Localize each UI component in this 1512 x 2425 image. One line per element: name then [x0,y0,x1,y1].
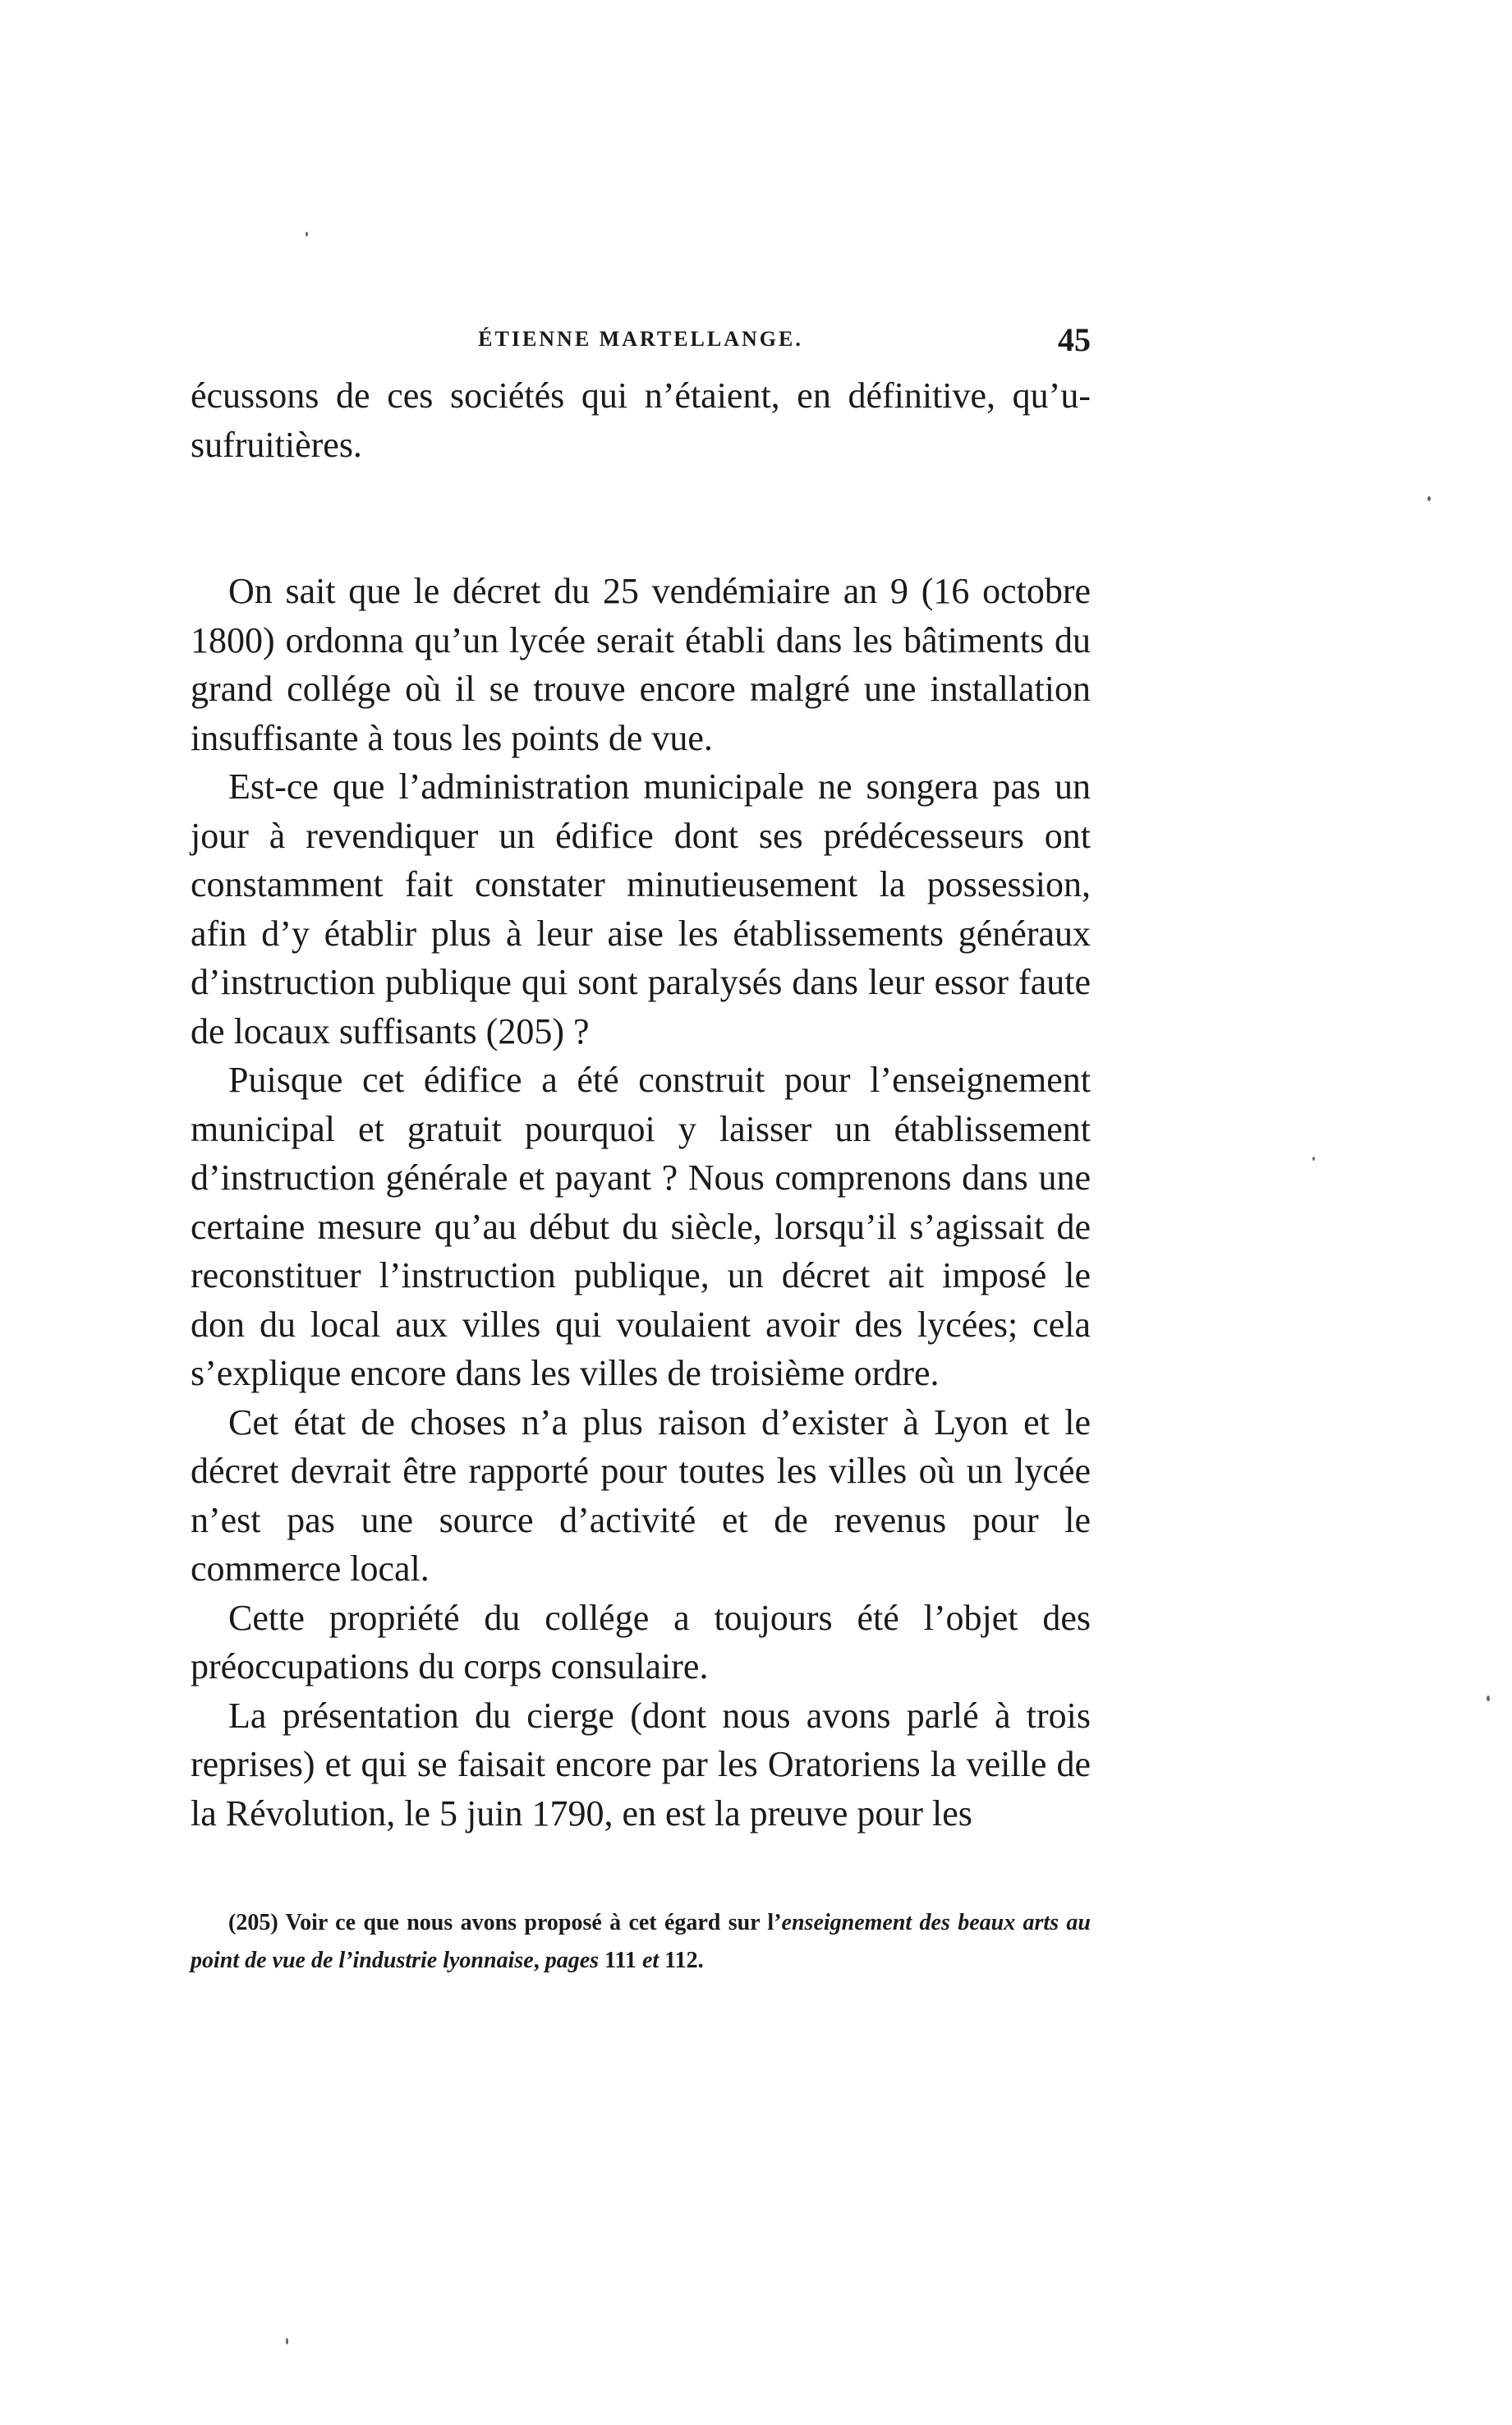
footnote-205 [191,1904,1091,1980]
footnote-end: . [697,1948,704,1973]
page-number: 45 [1058,321,1091,358]
paragraph-2: On sait que le décret du 25 vendémiaire an 9 (16 octobre 1800) ordonna qu’un lycée serait établi dans les bâtiments du grand collége où il se trouve encore malgré une installation insuffisante à tous les points de vue. [191,571,1091,758]
footnote-pages-label: pages [545,1948,600,1973]
footnote-title: enseignement des beaux arts au point de vue de l’industrie lyonnaise [191,1910,1091,1973]
paper-speck [1427,496,1431,501]
running-title: ÉTIENNE MARTELLANGE. [478,327,803,351]
paper-speck [1487,1696,1490,1701]
footnote-lead: (205) Voir ce que nous avons proposé à cet égard sur l’ [228,1910,782,1935]
paragraph-3: Est-ce que l’administration municipale ne songera pas un jour à revendiquer un édifice dont ses prédécesseurs ont constamment fait constater minutieusement la possession, afin d’y établir plus à leur aise les établissements généraux d’instruction publique qui sont paralysés dans leur essor faute de locaux suffisants (205) ? [191,766,1091,1051]
footnote [191,1904,1091,1980]
footnote-page-a: 111 [604,1948,637,1973]
running-header [191,321,1091,368]
paragraph-6: Cette propriété du collége a toujours été l’objet des préoccupations du corps consulaire. [191,1597,1091,1686]
paragraph-5: Cet état de choses n’a plus raison d’exister à Lyon et le décret devrait être rapporté pour toutes les villes où un lycée n’est pas une source d’activité et de revenus pour le commerce local. [191,1401,1091,1589]
paper-speck [1312,1157,1315,1161]
footnote-page-b: 112 [664,1948,698,1973]
footnote-sep: , [533,1948,545,1973]
paper-speck [306,232,308,237]
paragraph-7: La présentation du cierge (dont nous avons parlé à trois reprises) et qui se faisait encore par les Oratoriens la veille de la Révolution, le 5 juin 1790, en est la preuve pour les [191,1695,1091,1834]
paragraph-4: Puisque cet édifice a été construit pour l’enseignement municipal et gratuit pourquoi y laisser un établissement d’instruction générale et payant ? Nous comprenons dans une certaine mesure qu’au début du siècle, lorsqu’il s’agissait de reconstituer l’instruction publique, un décret ait imposé le don du local aux villes qui voulaient avoir des lycées; cela s’explique encore dans les villes de troisième ordre. [191,1060,1091,1393]
paragraph-1: écussons de ces sociétés qui n’étaient, en définitive, qu’u-sufruitières. [191,375,1091,465]
footnote-conj: et [641,1948,659,1973]
paper-speck [286,2338,288,2344]
main-text [191,371,1091,1838]
